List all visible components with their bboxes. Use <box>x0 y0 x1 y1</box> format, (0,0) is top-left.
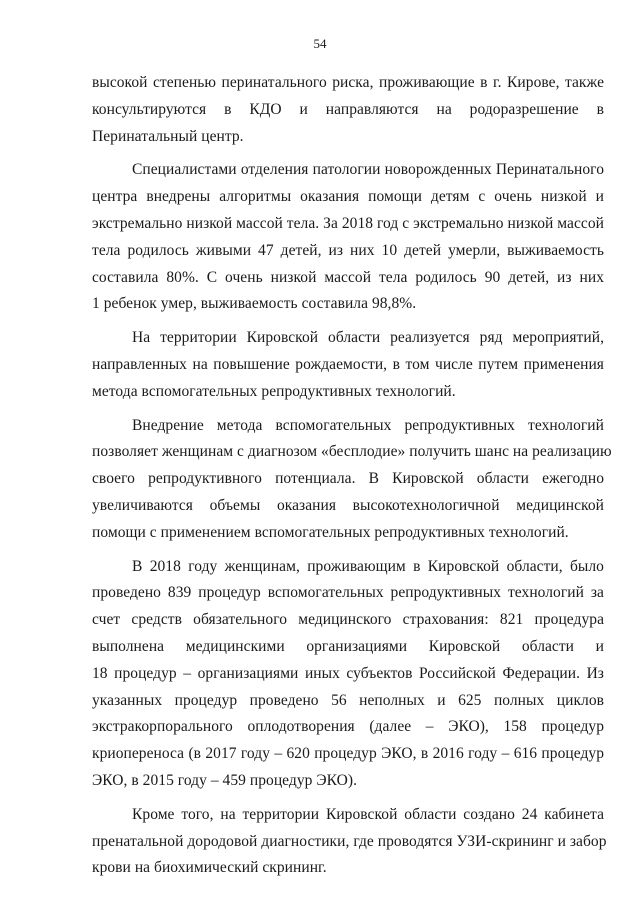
text-line: 1 ребенок умер, выживаемость составила 98,8%. <box>92 295 417 313</box>
text-line: экстремально низкой массой тела. За 2018 год с экстремально низкой массой <box>92 214 604 232</box>
text-line: позволяет женщинам с диагнозом «бесплодие» получить шанс на реализацию <box>92 443 612 461</box>
text-line: увеличиваются объемы оказания высокотехнологичной медицинской <box>92 496 604 514</box>
text-line: консультируются в КДО и направляются на родоразрешение в <box>92 100 604 118</box>
text-line: проведено 839 процедур вспомогательных репродуктивных технологий за <box>92 584 604 602</box>
paragraph <box>92 325 604 405</box>
text-line: 18 процедур – организациями иных субъектов Российской Федерации. Из <box>92 664 604 682</box>
text-line: метода вспомогательных репродуктивных технологий. <box>92 382 456 400</box>
text-line: направленных на повышение рождаемости, в том числе путем применения <box>92 355 604 373</box>
paragraph <box>92 554 604 795</box>
paragraph <box>92 70 604 150</box>
text-line: пренатальной дородовой диагностики, где проводятся УЗИ-скрининг и забор <box>92 832 607 850</box>
page-number: 54 <box>313 36 327 51</box>
text-line: составила 80%. С очень низкой массой тела родилось 90 детей, из них <box>92 268 604 286</box>
text-line: На территории Кировской области реализуется ряд мероприятий, <box>132 329 604 347</box>
paragraph <box>92 413 612 547</box>
text-line: В 2018 году женщинам, проживающим в Кировской области, было <box>132 557 604 575</box>
text-line: Специалистами отделения патологии новорожденных Перинатального <box>132 161 604 179</box>
paragraph <box>92 802 607 882</box>
text-line: счет средств обязательного медицинского страхования: 821 процедура <box>92 611 604 629</box>
text-line: крови на биохимический скрининг. <box>92 859 327 877</box>
text-line: ЭКО, в 2015 году – 459 процедур ЭКО). <box>92 771 358 789</box>
document-body <box>92 70 612 882</box>
text-line: своего репродуктивного потенциала. В Кировской области ежегодно <box>92 470 604 488</box>
text-line: Перинатальный центр. <box>92 127 244 145</box>
text-line: Кроме того, на территории Кировской области создано 24 кабинета <box>132 805 604 823</box>
text-line: помощи с применением вспомогательных репродуктивных технологий. <box>92 523 569 541</box>
text-line: тела родилось живыми 47 детей, из них 10 детей умерли, выживаемость <box>92 241 604 259</box>
text-line: криопереноса (в 2017 году – 620 процедур ЭКО, в 2016 году – 616 процедур <box>92 745 604 763</box>
text-line: Внедрение метода вспомогательных репродуктивных технологий <box>132 416 604 434</box>
paragraph <box>92 157 604 318</box>
text-line: экстракорпорального оплодотворения (далее – ЭКО), 158 процедур <box>92 718 604 736</box>
text-line: центра внедрены алгоритмы оказания помощи детям с очень низкой и <box>92 188 604 206</box>
text-line: высокой степенью перинатального риска, проживающие в г. Кирове, также <box>92 74 604 91</box>
text-line: выполнена медицинскими организациями Кировской области и <box>92 637 604 655</box>
text-line: указанных процедур проведено 56 неполных и 625 полных циклов <box>92 691 604 709</box>
